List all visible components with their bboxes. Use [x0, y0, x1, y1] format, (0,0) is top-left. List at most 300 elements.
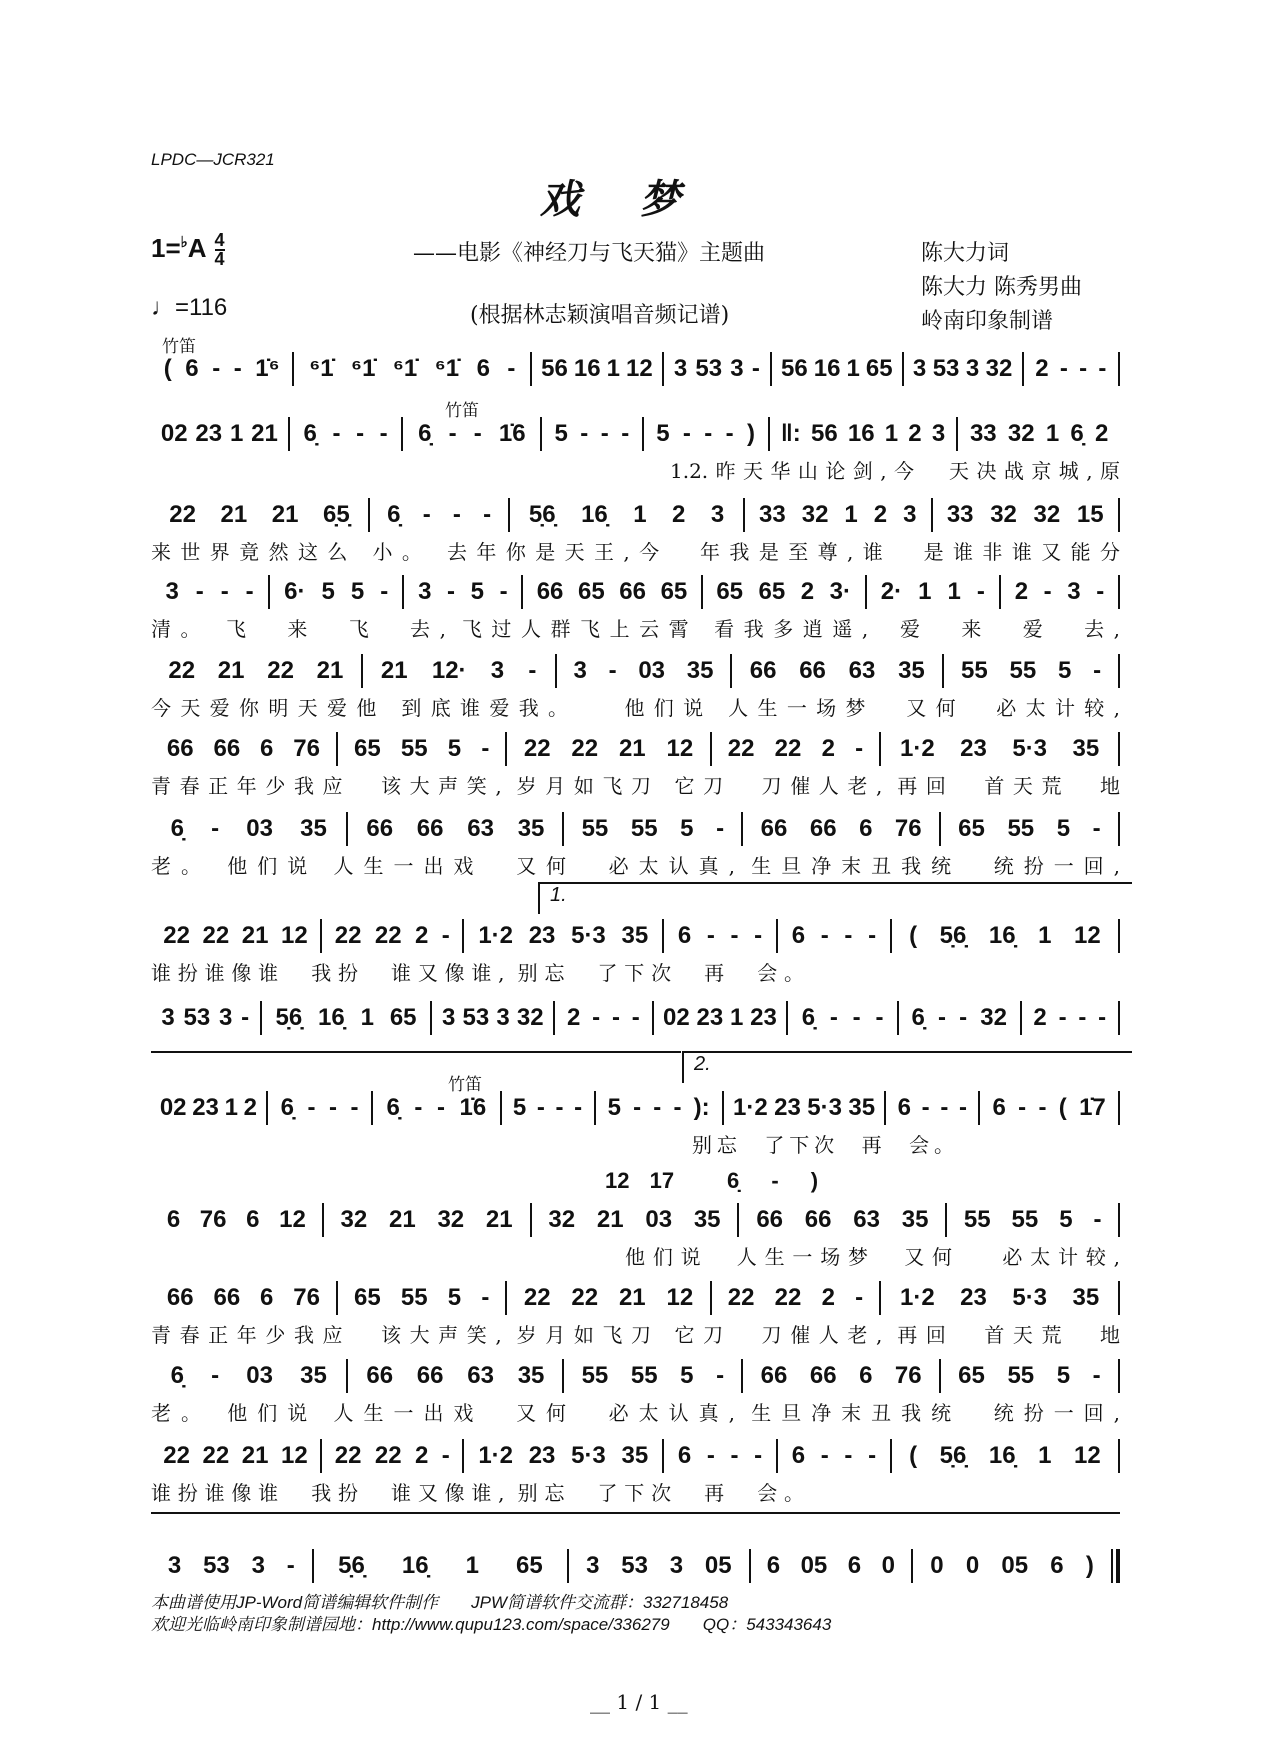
note-group: 3 [1067, 578, 1081, 605]
note-group: 21 [596, 1206, 624, 1233]
note-group: - [528, 657, 537, 684]
note-group: 76 [293, 735, 320, 762]
measure [751, 1549, 912, 1583]
note-group: - [1092, 815, 1101, 842]
note-group: 22 [571, 735, 599, 762]
barline [1118, 1203, 1120, 1237]
note-group: 5 [470, 578, 484, 605]
measure [151, 1203, 322, 1237]
note-group: 05 [1001, 1552, 1029, 1579]
note-group: 32 [437, 1206, 465, 1233]
note-group: 6̣ [303, 420, 317, 447]
note-group: 03 [638, 657, 666, 684]
note-group: 1̇⁶ [255, 355, 280, 382]
notation-row [151, 1549, 1120, 1583]
note-group: 63 [467, 1362, 494, 1389]
note-group: - [976, 578, 985, 605]
note-group: 65 [577, 578, 605, 605]
note-group: 05 [704, 1552, 732, 1579]
barline [1118, 498, 1120, 532]
note-group: 16 [847, 420, 875, 447]
note-group: 1 [229, 420, 244, 447]
tempo-value: =116 [175, 294, 228, 321]
note-group: 03 [246, 1362, 273, 1389]
measure [151, 919, 320, 953]
note-group: 35 [621, 922, 649, 949]
note-group: ⁶1̇ [351, 355, 376, 382]
note-group: - [1098, 355, 1107, 382]
measure [404, 575, 521, 609]
note-group: - [704, 420, 713, 447]
note-group: 5·3 [1012, 1284, 1048, 1311]
measure [778, 1439, 890, 1473]
note-group: 23 [528, 922, 556, 949]
note-group: 22 [523, 735, 551, 762]
note-group: - [852, 1004, 861, 1031]
note-group: 2 [1014, 578, 1029, 605]
measure [703, 575, 865, 609]
note-group: 3 [710, 501, 725, 528]
note-group: 32 [516, 1004, 544, 1031]
note-group: 55 [961, 657, 988, 684]
note-group: 1 [730, 1004, 744, 1031]
note-group: 35 [300, 815, 327, 842]
note-group: - [555, 1094, 564, 1121]
measure [151, 575, 268, 609]
note-group: - [448, 420, 457, 447]
note-group: 32 [990, 501, 1017, 528]
note-group: ⁶1̇ [434, 355, 460, 382]
note-group: 22 [169, 501, 196, 528]
measure [322, 1439, 462, 1473]
measure [151, 1091, 266, 1125]
note-group: - [706, 922, 715, 949]
note-group: 03 [246, 815, 273, 842]
note-group: - [436, 1094, 445, 1121]
note-group: 33 [946, 501, 974, 528]
note-group: 2 [800, 578, 815, 605]
note-group: 22 [571, 1284, 599, 1311]
note-group: 3 [931, 420, 946, 447]
note-group: 55 [581, 1362, 609, 1389]
note-group: 6 [166, 1206, 181, 1233]
lyric-line: 谁扮谁像谁 我扮 谁又像谁, 别忘 了下次 再 会。 [151, 961, 804, 985]
barline [1118, 1359, 1120, 1393]
note-group: 65 [515, 1552, 543, 1579]
note-group: 35 [848, 1094, 876, 1121]
note-group: 22 [163, 922, 190, 949]
note-group: 55 [581, 815, 609, 842]
measure [892, 919, 1118, 953]
note-group: 66 [213, 735, 241, 762]
note-group: 22 [267, 657, 294, 684]
barline [1118, 1439, 1120, 1473]
note-group: 5·3 [807, 1094, 842, 1121]
note-group: 66 [416, 815, 444, 842]
measure [363, 654, 555, 688]
measure [151, 1549, 312, 1583]
note-group: 3 [161, 1004, 175, 1031]
upper-voice-notes: 6̣ - ) [727, 1168, 819, 1193]
lyric-line: 谁扮谁像谁 我扮 谁又像谁, 别忘 了下次 再 会。 [151, 1481, 804, 1505]
measure [151, 1359, 346, 1393]
note-group: - [233, 355, 242, 382]
note-group: - [245, 578, 254, 605]
note-group: 0 [965, 1552, 980, 1579]
note-group: 2 [1033, 1004, 1047, 1031]
note-group: - [921, 1094, 930, 1121]
measure [464, 919, 662, 953]
barline [1111, 1549, 1120, 1583]
note-group: 65 [716, 578, 744, 605]
note-group: - [633, 1094, 642, 1121]
lyric-line: 老。 他们说 人生一出戏 又何 必太认真, 生旦净末丑我统 统扮一回, [151, 1401, 1120, 1425]
note-group: 2 [414, 1442, 429, 1469]
measure [542, 417, 641, 451]
note-group: 66 [749, 657, 777, 684]
note-group: 16̣ [988, 922, 1016, 949]
measure [788, 1001, 897, 1035]
note-group: - [592, 1004, 601, 1031]
note-group: 21 [251, 420, 278, 447]
measure [507, 732, 709, 766]
note-group: - [481, 735, 490, 762]
notation-row [151, 732, 1120, 766]
note-group: 53 [695, 355, 723, 382]
note-group: 2· [880, 578, 903, 605]
note-group: 1 [606, 355, 620, 382]
note-group: 5 [1057, 657, 1072, 684]
note-group: 2 [567, 1004, 581, 1031]
note-group: 5 [680, 815, 694, 842]
note-group: 33 [969, 420, 997, 447]
note-group: 66 [166, 1284, 194, 1311]
note-group: - [730, 1442, 739, 1469]
arranger: 岭南印象制谱 [921, 309, 1054, 334]
measure [664, 919, 776, 953]
note-group: 3 [165, 578, 179, 605]
note-group: 66 [619, 578, 646, 605]
note-group: 5̣6̣ [338, 1552, 365, 1579]
note-group: 05 [800, 1552, 828, 1579]
note-group: 6 [766, 1552, 781, 1579]
time-signature [215, 232, 225, 268]
note-group: 21 [217, 657, 245, 684]
barline [1118, 732, 1120, 766]
time-bottom: 4 [214, 249, 225, 269]
measure [294, 352, 530, 386]
note-group: ( [1058, 1094, 1067, 1121]
note-group: 65 [660, 578, 688, 605]
key-label: 1= [151, 232, 181, 263]
composer: 陈大力 陈秀男曲 [921, 275, 1082, 300]
note-group: 6 [677, 1442, 692, 1469]
note-group: 2 [873, 501, 888, 528]
measure [778, 919, 890, 953]
measure [290, 417, 402, 451]
note-group: - [829, 1004, 838, 1031]
lyric-line: 青春正年少我应 该大声笑, 岁月如飞刀 它刀 刀催人老, 再回 首天荒 地 [151, 1323, 1120, 1347]
notation-row [151, 1439, 1120, 1473]
tempo-mark [151, 294, 227, 322]
note-group: 23 [750, 1004, 777, 1031]
note-group: 6̣ [801, 1004, 816, 1031]
note-group: ( [163, 355, 172, 382]
note-group: 16 [573, 355, 601, 382]
note-group: 1 [1038, 1442, 1052, 1469]
measure [564, 812, 741, 846]
note-group: - [1043, 578, 1052, 605]
note-group: 6̣ [170, 815, 184, 842]
note-group: 5 [447, 1284, 462, 1311]
note-group: 66 [536, 578, 564, 605]
note-group: 35 [686, 657, 714, 684]
flute-label: 竹笛 [448, 1075, 482, 1094]
note-group: 12· [431, 657, 467, 684]
note-group: - [379, 420, 388, 447]
lyric-line: 青春正年少我应 该大声笑, 岁月如飞刀 它刀 刀催人老, 再回 首天荒 地 [151, 774, 1120, 798]
note-group: - [959, 1004, 968, 1031]
note-group: 6̣5̣ [323, 501, 350, 528]
note-group: 6 [677, 922, 692, 949]
note-group: - [580, 420, 589, 447]
note-group: - [220, 578, 229, 605]
measure [886, 1091, 978, 1125]
measure [151, 352, 292, 386]
note-group: - [611, 1004, 620, 1031]
measure [151, 812, 346, 846]
note-group: 02 [159, 1094, 187, 1121]
note-group: 3 [496, 1004, 510, 1031]
lyricist: 陈大力词 [921, 241, 1010, 266]
measure [262, 1001, 431, 1035]
note-group: 56 [780, 355, 808, 382]
note-group: - [716, 815, 725, 842]
note-group: 1̇6 [459, 1094, 487, 1121]
note-group: 21 [271, 501, 299, 528]
note-group: 55 [1007, 1362, 1035, 1389]
note-group: 6 [847, 1552, 862, 1579]
measure [151, 417, 288, 451]
note-group: - [875, 1004, 884, 1031]
note-group: - [536, 1094, 545, 1121]
note-group: 1 [846, 355, 860, 382]
barline [1118, 1001, 1120, 1035]
score-code: LPDC—JCR321 [151, 150, 275, 169]
measure [947, 1203, 1118, 1237]
note-group: 0 [930, 1552, 944, 1579]
measure [739, 1203, 945, 1237]
note-group: 5̣6̣ [939, 922, 967, 949]
note-group: 1·2 [478, 1442, 514, 1469]
note-group: 23 [774, 1094, 801, 1121]
measure [743, 812, 938, 846]
measure [1001, 575, 1118, 609]
measure [1022, 1001, 1119, 1035]
note-group: - [328, 1094, 337, 1121]
note-group: - [855, 1284, 864, 1311]
note-group: - [447, 578, 456, 605]
measure [569, 1549, 748, 1583]
note-group: - [1092, 1362, 1101, 1389]
measure [944, 654, 1118, 688]
measure [373, 1091, 499, 1125]
note-group: 6 [1050, 1552, 1064, 1579]
note-group: 1·2 [478, 922, 514, 949]
note-group: 65 [958, 1362, 985, 1389]
barline [1118, 654, 1120, 688]
note-group: 3 [167, 1552, 182, 1579]
measure [596, 1091, 722, 1125]
note-group: - [751, 355, 760, 382]
note-group: - [730, 922, 739, 949]
note-group: 76 [199, 1206, 227, 1233]
note-group: 3 [573, 657, 587, 684]
note-group: 12 [1073, 922, 1101, 949]
note-group: 32 [548, 1206, 576, 1233]
note-group: ) [747, 420, 756, 447]
note-group: 22 [774, 735, 802, 762]
measure [664, 1439, 776, 1473]
note-group: 6 [246, 1206, 260, 1233]
measure [532, 352, 662, 386]
note-group: 6 [859, 1362, 873, 1389]
measure [712, 732, 880, 766]
notation-row [151, 417, 1120, 451]
notation-row [151, 498, 1120, 532]
key-signature [151, 232, 225, 268]
note-group: 66 [366, 1362, 394, 1389]
note-group: 66 [416, 1362, 444, 1389]
note-group: 66 [760, 815, 788, 842]
note-group: - [868, 1442, 877, 1469]
note-group: 1 [918, 578, 932, 605]
measure [464, 1439, 662, 1473]
note-group: 5 [447, 735, 462, 762]
note-group: - [754, 1442, 763, 1469]
measure [432, 1001, 553, 1035]
source-note: (根据林志颖演唱音频记谱) [470, 303, 730, 328]
note-group: 16̣ [318, 1004, 345, 1031]
note-group: 66 [213, 1284, 241, 1311]
measure [664, 352, 770, 386]
note-group: - [940, 1094, 949, 1121]
note-group: 1̇7 [1079, 1094, 1106, 1121]
note-group: 2 [821, 1284, 835, 1311]
note-group: - [706, 1442, 715, 1469]
lyric-line: 清。 飞 来 飞 去, 飞过人群飞上云霄 看我多逍遥, 爱 来 爱 去, [151, 617, 1120, 641]
note-group: 15 [1076, 501, 1104, 528]
note-group: - [574, 1094, 583, 1121]
subtitle: ——电影《神经刀与飞天猫》主题曲 [413, 241, 766, 266]
note-group: 53 [462, 1004, 490, 1031]
note-group: 66 [799, 657, 826, 684]
measure [958, 417, 1120, 451]
note-group: 12 [666, 1284, 694, 1311]
note-group: - [286, 1552, 295, 1579]
note-group: 1̇6 [498, 420, 526, 447]
note-group: 5 [656, 420, 670, 447]
note-group: 16̣ [988, 1442, 1016, 1469]
note-group: 21 [380, 657, 408, 684]
note-group: 6 [992, 1094, 1006, 1121]
lyric-line: 他们说 人生一场梦 又何 必太计较, [625, 1245, 1120, 1269]
note-group: 21 [241, 1442, 269, 1469]
note-group: 1 [633, 501, 647, 528]
note-group: 2 [908, 420, 922, 447]
note-group: 66 [804, 1206, 832, 1233]
note-group: 3 [903, 501, 917, 528]
note-group: 16 [813, 355, 841, 382]
note-group: - [844, 1442, 853, 1469]
lyric-line: 老。 他们说 人生一出戏 又何 必太认真, 生旦净末丑我统 统扮一回, [151, 854, 1120, 878]
key-note: A [187, 232, 207, 263]
note-group: 53 [932, 355, 960, 382]
note-group: - [1059, 355, 1068, 382]
notation-row [151, 1203, 1120, 1237]
measure [941, 812, 1118, 846]
measure [941, 1359, 1118, 1393]
measure [151, 1001, 260, 1035]
note-group: - [380, 578, 389, 605]
measure [523, 575, 700, 609]
note-group: 3 [669, 1552, 684, 1579]
note-group: 5 [554, 420, 568, 447]
note-group: 5 [1056, 1362, 1071, 1389]
note-group: 1·2 [899, 1284, 935, 1311]
note-group: - [937, 1004, 946, 1031]
measure [324, 1203, 530, 1237]
quarter-note-icon: ♩ [151, 294, 175, 321]
measure [532, 1203, 738, 1237]
note-group: - [1098, 1004, 1107, 1031]
note-group: 02 [160, 420, 188, 447]
note-group: 56 [541, 355, 568, 382]
measure [564, 1359, 741, 1393]
footer-line-1: 本曲谱使用JP-Word简谱编辑软件制作 JPW简谱软件交流群：332718458 [151, 1593, 729, 1612]
note-group: 1 [884, 420, 899, 447]
note-group: 22 [374, 922, 402, 949]
note-group: 1 [224, 1094, 238, 1121]
note-group: 12 [281, 1442, 308, 1469]
note-group: 6̣ [387, 501, 401, 528]
note-group: 55 [1011, 1206, 1039, 1233]
note-group: 56 [810, 420, 838, 447]
notation-row [151, 1359, 1120, 1393]
note-group: - [608, 657, 617, 684]
measure [899, 1001, 1020, 1035]
measure [743, 1359, 938, 1393]
note-group: ⁶1̇ [309, 355, 334, 382]
note-group: 55 [963, 1206, 991, 1233]
note-group: 55 [630, 1362, 658, 1389]
barline [1118, 812, 1120, 846]
measure [502, 1091, 594, 1125]
note-group: 55 [1009, 657, 1037, 684]
note-group: - [1079, 355, 1088, 382]
note-group: - [499, 578, 508, 605]
measure [904, 352, 1022, 386]
note-group: 22 [334, 1442, 362, 1469]
note-group: 65 [865, 355, 893, 382]
note-group: 5 [607, 1094, 621, 1121]
page-number: __ 1 / 1 __ [590, 1690, 688, 1714]
note-group: 2 [1095, 420, 1109, 447]
note-group: - [844, 922, 853, 949]
note-group: ): [693, 1094, 710, 1121]
note-group: 35 [1072, 1284, 1100, 1311]
note-group: 3 [251, 1552, 265, 1579]
